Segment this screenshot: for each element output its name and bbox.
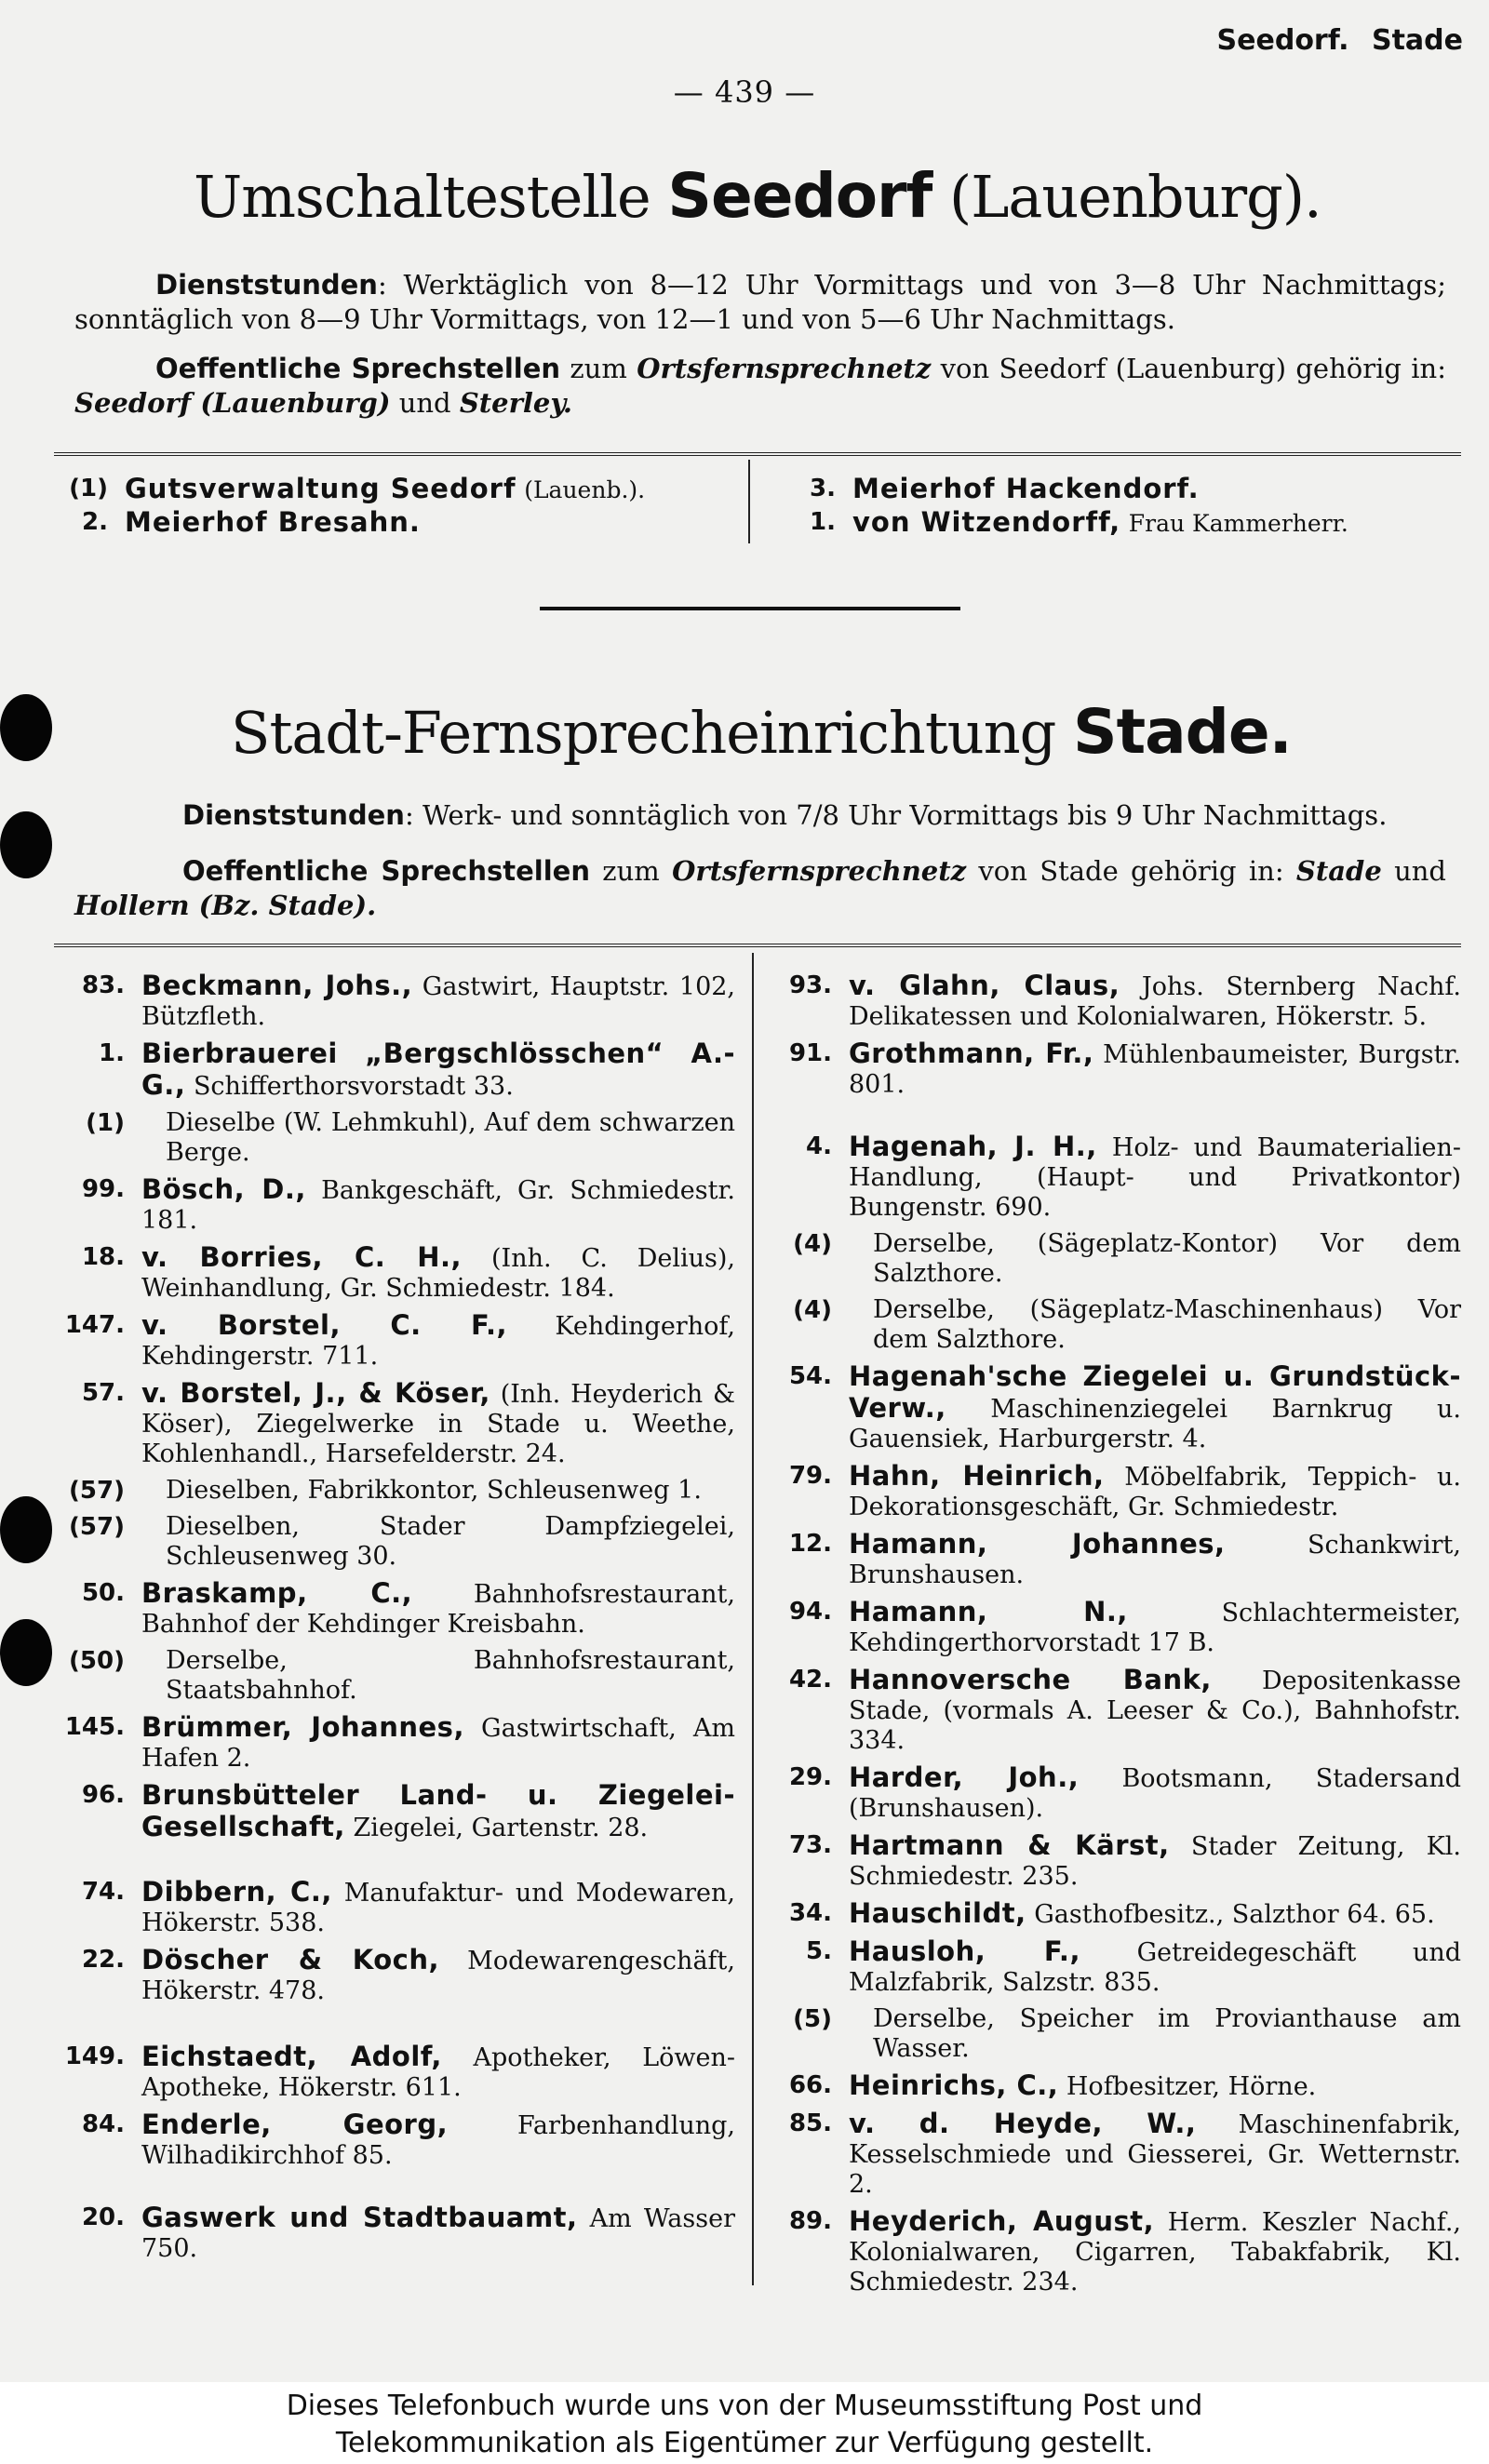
entry-name: Bösch, D.,	[141, 1173, 306, 1205]
directory-entry	[763, 1830, 1461, 1892]
entry-text	[141, 1877, 735, 1938]
column-divider	[752, 953, 754, 2285]
sub-entry	[56, 1512, 735, 1572]
entry-text	[849, 2206, 1461, 2297]
entry-name: Gutsverwaltung Seedorf	[125, 473, 516, 504]
entry-text	[141, 1476, 735, 1506]
entry-text	[849, 1762, 1461, 1824]
entry-details: Modewarengeschäft, Hökerstr. 478.	[141, 1947, 735, 2005]
footer-line: Dieses Telefonbuch wurde uns von der Museumsstiftung Post und	[286, 2390, 1203, 2422]
stade-left-column	[56, 964, 735, 2264]
entry-text	[141, 971, 735, 1032]
entry-name: Hamann, Johannes,	[849, 1528, 1226, 1560]
entry-text	[141, 1712, 735, 1774]
entry-number: 66.	[788, 2071, 832, 2099]
entry-number: 29.	[788, 1763, 832, 1791]
ownership-footer	[0, 2382, 1489, 2464]
public-place: Sterley.	[459, 387, 572, 419]
public-text: und	[1394, 855, 1446, 887]
public-text: von Seedorf (Lauenburg) gehörig in:	[940, 353, 1447, 384]
entry-details: Maschinenfabrik, Kesselschmiede und Giesserei, Gr. Wetternstr. 2.	[849, 2110, 1461, 2199]
entry-text	[141, 1512, 735, 1572]
entry-name: Harder, Joh.,	[849, 1761, 1080, 1793]
entry-details: Derselbe, (Sägeplatz-Kontor) Vor dem Salzthore.	[873, 1229, 1461, 1288]
directory-entry	[763, 1529, 1461, 1590]
entry-number: 18.	[81, 1243, 125, 1271]
entry-details: Schlachtermeister, Kehdingerthorvorstadt 17 B.	[849, 1599, 1461, 1657]
entry-name: v. Glahn, Claus,	[849, 970, 1120, 1001]
entry-number: 5.	[806, 1937, 832, 1965]
entry-number: 50.	[81, 1579, 125, 1607]
entry-details: Bankgeschäft, Gr. Schmiedestr. 181.	[141, 1176, 735, 1235]
page-number: — 439 —	[673, 74, 816, 110]
entry-number: 147.	[64, 1311, 125, 1339]
entry-details: Frau Kammerherr.	[1128, 510, 1348, 537]
seedorf-title-bold: Seedorf	[667, 160, 932, 232]
entry-name: Meierhof Bresahn.	[125, 506, 421, 538]
entry-name: Hauschildt,	[849, 1897, 1026, 1929]
sub-entry	[763, 1229, 1461, 1289]
entry-details: Dieselbe (W. Lehmkuhl), Auf dem schwarzen Berge.	[166, 1108, 735, 1167]
entry-name: Meierhof Hackendorf.	[852, 473, 1200, 504]
entry-text	[141, 1646, 735, 1706]
entry-number: 57.	[81, 1379, 125, 1407]
entry-name: Bierbrauerei „Bergschlösschen“ A.-G.,	[141, 1038, 735, 1101]
entry-name: Hagenah, J. H.,	[849, 1131, 1097, 1162]
public-network: Ortsfernsprechnetz	[637, 353, 932, 384]
entry-text	[141, 1038, 735, 1102]
entry-details: Dieselben, Fabrikkontor, Schleusenweg 1.	[166, 1476, 702, 1505]
entry-name: Beckmann, Johs.,	[141, 970, 413, 1001]
public-network: Ortsfernsprechnetz	[672, 855, 967, 887]
hours-label: Dienststunden	[182, 799, 405, 831]
directory-entry	[56, 1038, 735, 1102]
public-label: Oeffentliche Sprechstellen	[155, 353, 561, 384]
directory-entry	[763, 1132, 1461, 1223]
directory-entry	[56, 1242, 735, 1304]
entry-details: Johs. Sternberg Nachf. Delikatessen und Kolonialwaren, Hökerstr. 5.	[849, 972, 1461, 1031]
entry-text	[141, 1945, 735, 2006]
entry-text	[141, 1242, 735, 1304]
entry-number: 12.	[788, 1530, 832, 1558]
directory-entry	[56, 1310, 735, 1372]
entry-details: Schankwirt, Brunshausen.	[849, 1531, 1461, 1589]
entry-number: 54.	[788, 1362, 832, 1390]
entry-text	[849, 1936, 1461, 1998]
public-place: Seedorf (Lauenburg)	[74, 387, 391, 419]
entry-number: 145.	[64, 1713, 125, 1741]
entry-number: 83.	[81, 971, 125, 999]
directory-entry	[56, 2042, 735, 2103]
entry-number: (4)	[793, 1296, 832, 1324]
sub-entry	[56, 1108, 735, 1168]
entry-name: Enderle, Georg,	[141, 2109, 449, 2140]
stade-title-prefix: Stadt-Fernsprecheinrichtung	[231, 699, 1056, 767]
entry-name: Heinrichs, C.,	[849, 2069, 1059, 2101]
entry-name: Dibbern, C.,	[141, 1876, 332, 1908]
entry-details: Holz- und Baumaterialien-Handlung, (Haupt- und Privatkontor) Bungenstr. 690.	[849, 1133, 1461, 1222]
entry-details: Derselbe, (Sägeplatz-Maschinenhaus) Vor dem Salzthore.	[873, 1295, 1461, 1354]
entry-number: (1)	[86, 1109, 125, 1137]
entry-text	[141, 1174, 735, 1236]
entry-name: v. Borries, C. H.,	[141, 1241, 463, 1273]
entry-text	[141, 1780, 735, 1843]
entry-number: (5)	[793, 2005, 832, 2033]
punch-hole	[0, 811, 52, 878]
entry-name: v. Borstel, J., & Köser,	[141, 1377, 490, 1409]
entry-text	[849, 1665, 1461, 1756]
hours-text: : Werktäglich von 8—12 Uhr Vormittags und von 3—8 Uhr Nachmittags; sonntäglich von 8—9 Uhr Vormittags, von 12—1 und von 5—6 Uhr Nachmittags.	[74, 269, 1446, 335]
entry-name: Heyderich, August,	[849, 2205, 1155, 2237]
entry-details: Gastwirtschaft, Am Hafen 2.	[141, 1714, 735, 1773]
directory-entry	[56, 971, 735, 1032]
entry-name: v. d. Heyde, W.,	[849, 2108, 1197, 2139]
entry-name: von Witzendorff,	[852, 506, 1121, 538]
directory-entry	[763, 1597, 1461, 1658]
seedorf-left-column	[54, 467, 743, 539]
directory-entry	[763, 1762, 1461, 1824]
entry-details: Derselbe, Bahnhofsrestaurant, Staatsbahnhof.	[166, 1646, 735, 1705]
entry-text	[141, 1378, 735, 1469]
seedorf-public-stations	[74, 352, 1446, 421]
entry-text	[849, 1529, 1461, 1590]
entry-text	[852, 507, 1452, 539]
entry-number: 94.	[788, 1598, 832, 1626]
directory-entry	[56, 1378, 735, 1469]
entry-number: 3.	[810, 475, 836, 502]
stade-right-column	[763, 964, 1461, 2297]
directory-entry	[56, 1877, 735, 1938]
directory-entry	[56, 1578, 735, 1640]
directory-entry	[763, 1038, 1461, 1100]
section-separator	[540, 607, 960, 610]
stade-heading	[231, 696, 1452, 768]
entry-name: Brümmer, Johannes,	[141, 1711, 464, 1743]
entry-number: 99.	[81, 1175, 125, 1203]
entry-number: (57)	[69, 1477, 125, 1505]
directory-entry	[56, 2109, 735, 2171]
entry-text	[141, 2109, 735, 2171]
seedorf-title-suffix: (Lauenburg).	[949, 163, 1321, 231]
entry-number: 1.	[99, 1039, 125, 1067]
entry-text	[849, 1597, 1461, 1658]
entry-details: Derselbe, Speicher im Provianthause am Wasser.	[873, 2004, 1461, 2063]
entry-text	[141, 1108, 735, 1168]
footer-line: Telekommunikation als Eigentümer zur Verfügung gestellt.	[335, 2427, 1154, 2459]
entry-number: 22.	[81, 1946, 125, 1974]
running-head: Seedorf. Stade	[1216, 24, 1463, 57]
directory-entry	[763, 2109, 1461, 2200]
entry-number: 85.	[788, 2109, 832, 2137]
entry-text	[849, 1830, 1461, 1892]
seedorf-right-column	[782, 467, 1452, 539]
entry-number: 84.	[81, 2110, 125, 2138]
directory-entry	[763, 1361, 1461, 1454]
entry-details: Kehdingerhof, Kehdingerstr. 711.	[141, 1312, 735, 1371]
entry-name: Hannoversche Bank,	[849, 1664, 1212, 1695]
entry-text	[125, 507, 743, 539]
entry-text	[849, 1132, 1461, 1223]
entry-text	[849, 2004, 1461, 2064]
entry-text	[141, 2203, 735, 2264]
entry-text	[849, 1898, 1461, 1930]
entry-details: Mühlenbaumeister, Burgstr. 801.	[849, 1040, 1461, 1099]
entry-details: Möbelfabrik, Teppich- u. Dekorationsgeschäft, Gr. Schmiedestr.	[849, 1463, 1461, 1521]
entry-number: 4.	[806, 1132, 832, 1160]
entry-number: (57)	[69, 1513, 125, 1541]
entry-number: 79.	[788, 1462, 832, 1490]
sub-entry	[56, 1646, 735, 1706]
public-text: von Stade gehörig in:	[978, 855, 1284, 887]
directory-entry	[763, 2070, 1461, 2102]
entry-text	[849, 1461, 1461, 1522]
directory-entry	[763, 1461, 1461, 1522]
entry-name: Hagenah'sche Ziegelei u. Grundstück-Verw.,	[849, 1360, 1461, 1424]
entry-number: 74.	[81, 1878, 125, 1906]
public-text: zum	[570, 353, 627, 384]
entry-details: Apotheker, Löwen-Apotheke, Hökerstr. 611.	[141, 2043, 735, 2102]
directory-entry	[56, 2203, 735, 2264]
entry-details: Depositenkasse Stade, (vormals A. Leeser & Co.), Bahnhofstr. 334.	[849, 1667, 1461, 1755]
entry-details: Schifferthorsvorstadt 33.	[193, 1072, 514, 1101]
entry-number: 89.	[788, 2207, 832, 2235]
entry-text	[849, 2070, 1461, 2102]
entry-text	[849, 1295, 1461, 1355]
directory-entry	[56, 1780, 735, 1843]
entry-details: Stader Zeitung, Kl. Schmiedestr. 235.	[849, 1832, 1461, 1891]
entry-number: 149.	[64, 2042, 125, 2070]
entry-number: (4)	[793, 1230, 832, 1258]
entry-details: Ziegelei, Gartenstr. 28.	[353, 1814, 649, 1842]
entry-name: Gaswerk und Stadtbauamt,	[141, 2202, 578, 2233]
entry-number: 1.	[810, 508, 836, 536]
entry-text	[849, 1229, 1461, 1289]
entry-number: 73.	[788, 1831, 832, 1859]
entry-name: v. Borstel, C. F.,	[141, 1309, 508, 1341]
column-divider	[748, 460, 750, 543]
stade-title-bold: Stade.	[1073, 696, 1292, 768]
entry-number: (1)	[69, 475, 108, 502]
stade-public-stations	[74, 854, 1446, 923]
directory-entry	[782, 474, 1452, 505]
public-place: Stade	[1295, 855, 1382, 887]
directory-entry	[763, 971, 1461, 1032]
entry-number: 93.	[788, 971, 832, 999]
entry-details: Getreidegeschäft und Malzfabrik, Salzstr. 835.	[849, 1938, 1461, 1997]
entry-number: (50)	[69, 1647, 125, 1675]
entry-text	[849, 1038, 1461, 1100]
seedorf-title-prefix: Umschaltestelle	[194, 163, 651, 231]
sub-entry	[763, 2004, 1461, 2064]
directory-entry	[763, 1665, 1461, 1756]
section-rule	[54, 452, 1461, 456]
entry-text	[849, 971, 1461, 1032]
entry-number: 42.	[788, 1666, 832, 1694]
entry-details: Gasthofbesitz., Salzthor 64. 65.	[1034, 1900, 1435, 1929]
hours-label: Dienststunden	[155, 269, 378, 301]
stade-hours	[74, 798, 1446, 833]
entry-text	[125, 474, 743, 505]
directory-entry	[56, 1174, 735, 1236]
entry-name: Döscher & Koch,	[141, 1944, 439, 1975]
directory-entry	[54, 474, 743, 505]
entry-details: Maschinenziegelei Barnkrug u. Gauensiek, Harburgerstr. 4.	[849, 1395, 1461, 1453]
entry-text	[141, 1578, 735, 1640]
directory-entry	[782, 507, 1452, 539]
entry-name: Brunsbütteler Land- u. Ziegelei-Gesellschaft,	[141, 1779, 735, 1842]
seedorf-heading	[194, 160, 1452, 232]
entry-text	[849, 2109, 1461, 2200]
seedorf-hours	[74, 268, 1446, 337]
directory-entry	[763, 1898, 1461, 1930]
entry-details: (Lauenb.).	[524, 476, 646, 503]
entry-text	[852, 474, 1452, 505]
public-place: Hollern (Bz. Stade).	[74, 890, 377, 921]
public-label: Oeffentliche Sprechstellen	[182, 855, 590, 887]
entry-number: 91.	[788, 1039, 832, 1067]
entry-text	[141, 1310, 735, 1372]
public-text: und	[398, 387, 451, 419]
section-rule	[54, 944, 1461, 947]
entry-number: 2.	[82, 508, 108, 536]
entry-details: (Inh. Heyderich & Köser), Ziegelwerke in Stade u. Weethe, Kohlenhandl., Harsefelderstr. 24.	[141, 1380, 735, 1468]
punch-hole	[0, 1496, 52, 1563]
entry-name: Hahn, Heinrich,	[849, 1460, 1105, 1492]
entry-details: Gastwirt, Hauptstr. 102, Bützfleth.	[141, 972, 736, 1031]
entry-number: 34.	[788, 1899, 832, 1927]
directory-entry	[54, 507, 743, 539]
entry-details: Bootsmann, Stadersand (Brunshausen).	[849, 1764, 1461, 1823]
sub-entry	[763, 1295, 1461, 1355]
entry-name: Grothmann, Fr.,	[849, 1038, 1094, 1069]
entry-number: 96.	[81, 1781, 125, 1809]
entry-name: Hartmann & Kärst,	[849, 1829, 1170, 1861]
entry-details: Herm. Keszler Nachf., Kolonialwaren, Cigarren, Tabakfabrik, Kl. Schmiedestr. 234.	[849, 2208, 1461, 2297]
directory-entry	[763, 2206, 1461, 2297]
directory-entry	[56, 1712, 735, 1774]
entry-details: Hofbesitzer, Hörne.	[1066, 2072, 1317, 2101]
entry-number: 20.	[81, 2203, 125, 2231]
entry-details: Bahnhofsrestaurant, Bahnhof der Kehdinger Kreisbahn.	[141, 1580, 735, 1639]
hours-text: : Werk- und sonntäglich von 7/8 Uhr Vormittags bis 9 Uhr Nachmittags.	[404, 799, 1388, 831]
entry-details: (Inh. C. Delius), Weinhandlung, Gr. Schmiedestr. 184.	[141, 1244, 736, 1303]
entry-name: Hamann, N.,	[849, 1596, 1128, 1627]
punch-hole	[0, 1619, 52, 1686]
entry-details: Farbenhandlung, Wilhadikirchhof 85.	[141, 2111, 735, 2170]
public-text: zum	[602, 855, 660, 887]
entry-text	[141, 2042, 735, 2103]
entry-text	[849, 1361, 1461, 1454]
punch-hole	[0, 694, 52, 761]
entry-details: Manufaktur- und Modewaren, Hökerstr. 538.	[141, 1879, 735, 1937]
directory-entry	[56, 1945, 735, 2006]
sub-entry	[56, 1476, 735, 1506]
entry-name: Eichstaedt, Adolf,	[141, 2041, 442, 2072]
entry-name: Braskamp, C.,	[141, 1577, 413, 1609]
directory-entry	[763, 1936, 1461, 1998]
entry-details: Dieselben, Stader Dampfziegelei, Schleusenweg 30.	[166, 1512, 735, 1571]
entry-name: Hausloh, F.,	[849, 1935, 1080, 1967]
entry-details: Am Wasser 750.	[141, 2204, 735, 2263]
